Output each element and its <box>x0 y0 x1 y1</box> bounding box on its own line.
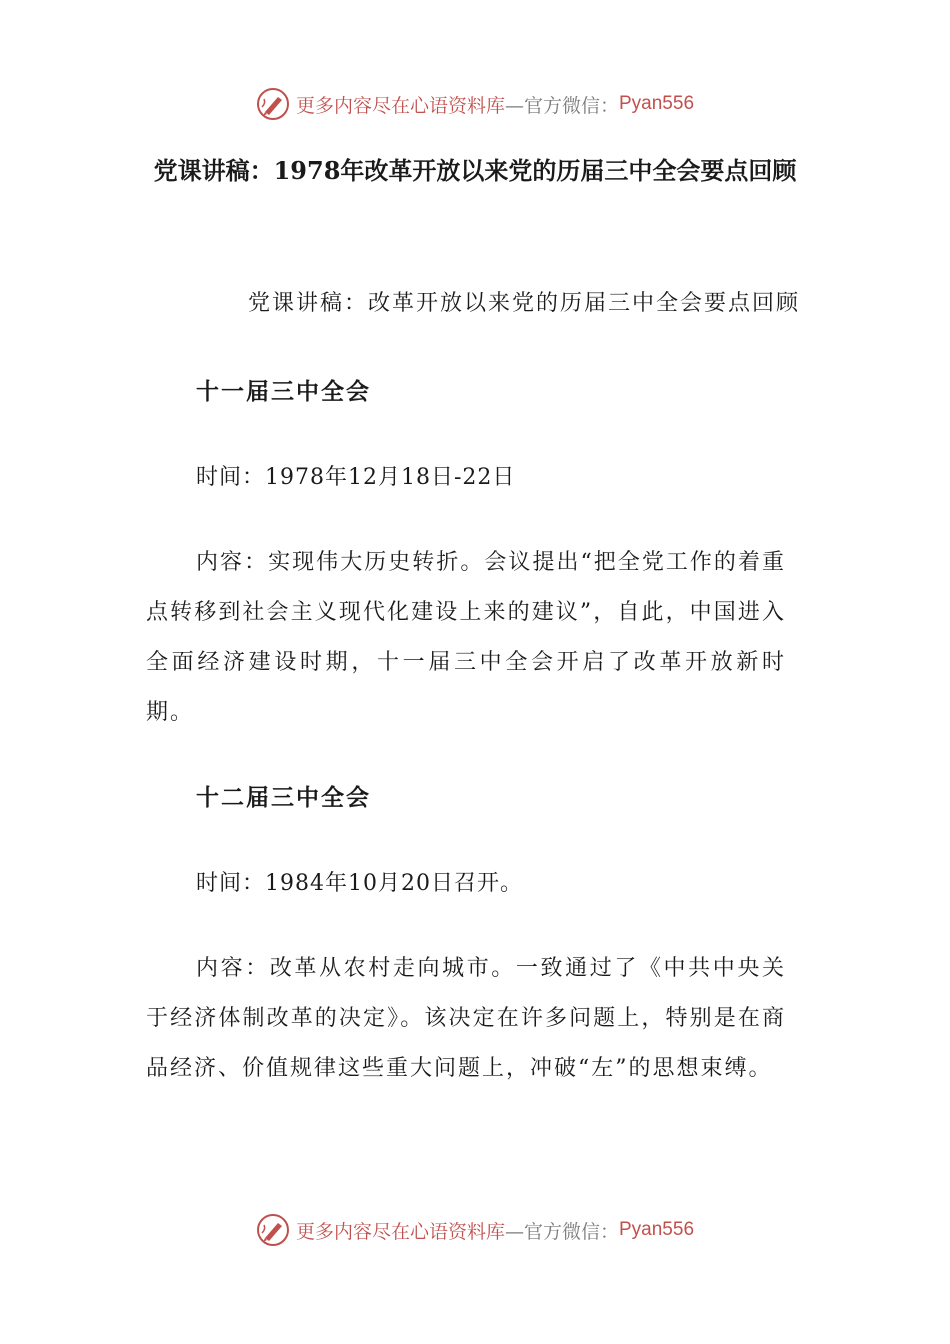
banner-official-text: —官方微信： <box>504 1220 619 1243</box>
section-heading: 十一届三中全会 <box>196 378 371 405</box>
document-title: 党课讲稿：1978年改革开放以来党的历届三中全会要点回顾 <box>153 156 797 185</box>
banner-main-text: 更多内容尽在心语资料库 <box>295 1220 505 1243</box>
section-time: 时间：1978年12月18日-22日 <box>196 465 516 490</box>
banner-main-text: 更多内容尽在心语资料库 <box>295 94 505 117</box>
banner-wechat-id: Pyan556 <box>619 93 695 114</box>
section-content: 内容：实现伟大历史转折。会议提出“把全党工作的着重点转移到社会主义现代化建设上来的建议”，自此，中国进入全面经济建设时期，十一届三中全会开启了改革开放新时期。 <box>146 550 786 725</box>
footer-watermark-banner <box>0 1212 950 1248</box>
section-heading: 十二届三中全会 <box>196 784 371 811</box>
banner-wechat-id: Pyan556 <box>619 1219 695 1240</box>
section-content: 内容：改革从农村走向城市。一致通过了《中共中央关于经济体制改革的决定》。该决定在许多问题上，特别是在商品经济、价值规律这些重大问题上，冲破“左”的思想束缚。 <box>146 956 786 1081</box>
header-watermark-banner <box>0 86 950 122</box>
pen-logo-icon <box>256 87 290 121</box>
document-subtitle: 党课讲稿：改革开放以来党的历届三中全会要点回顾 <box>247 291 800 316</box>
banner-official-text: —官方微信： <box>504 94 619 117</box>
section-time: 时间：1984年10月20日召开。 <box>196 871 523 896</box>
pen-logo-icon <box>256 1213 290 1247</box>
